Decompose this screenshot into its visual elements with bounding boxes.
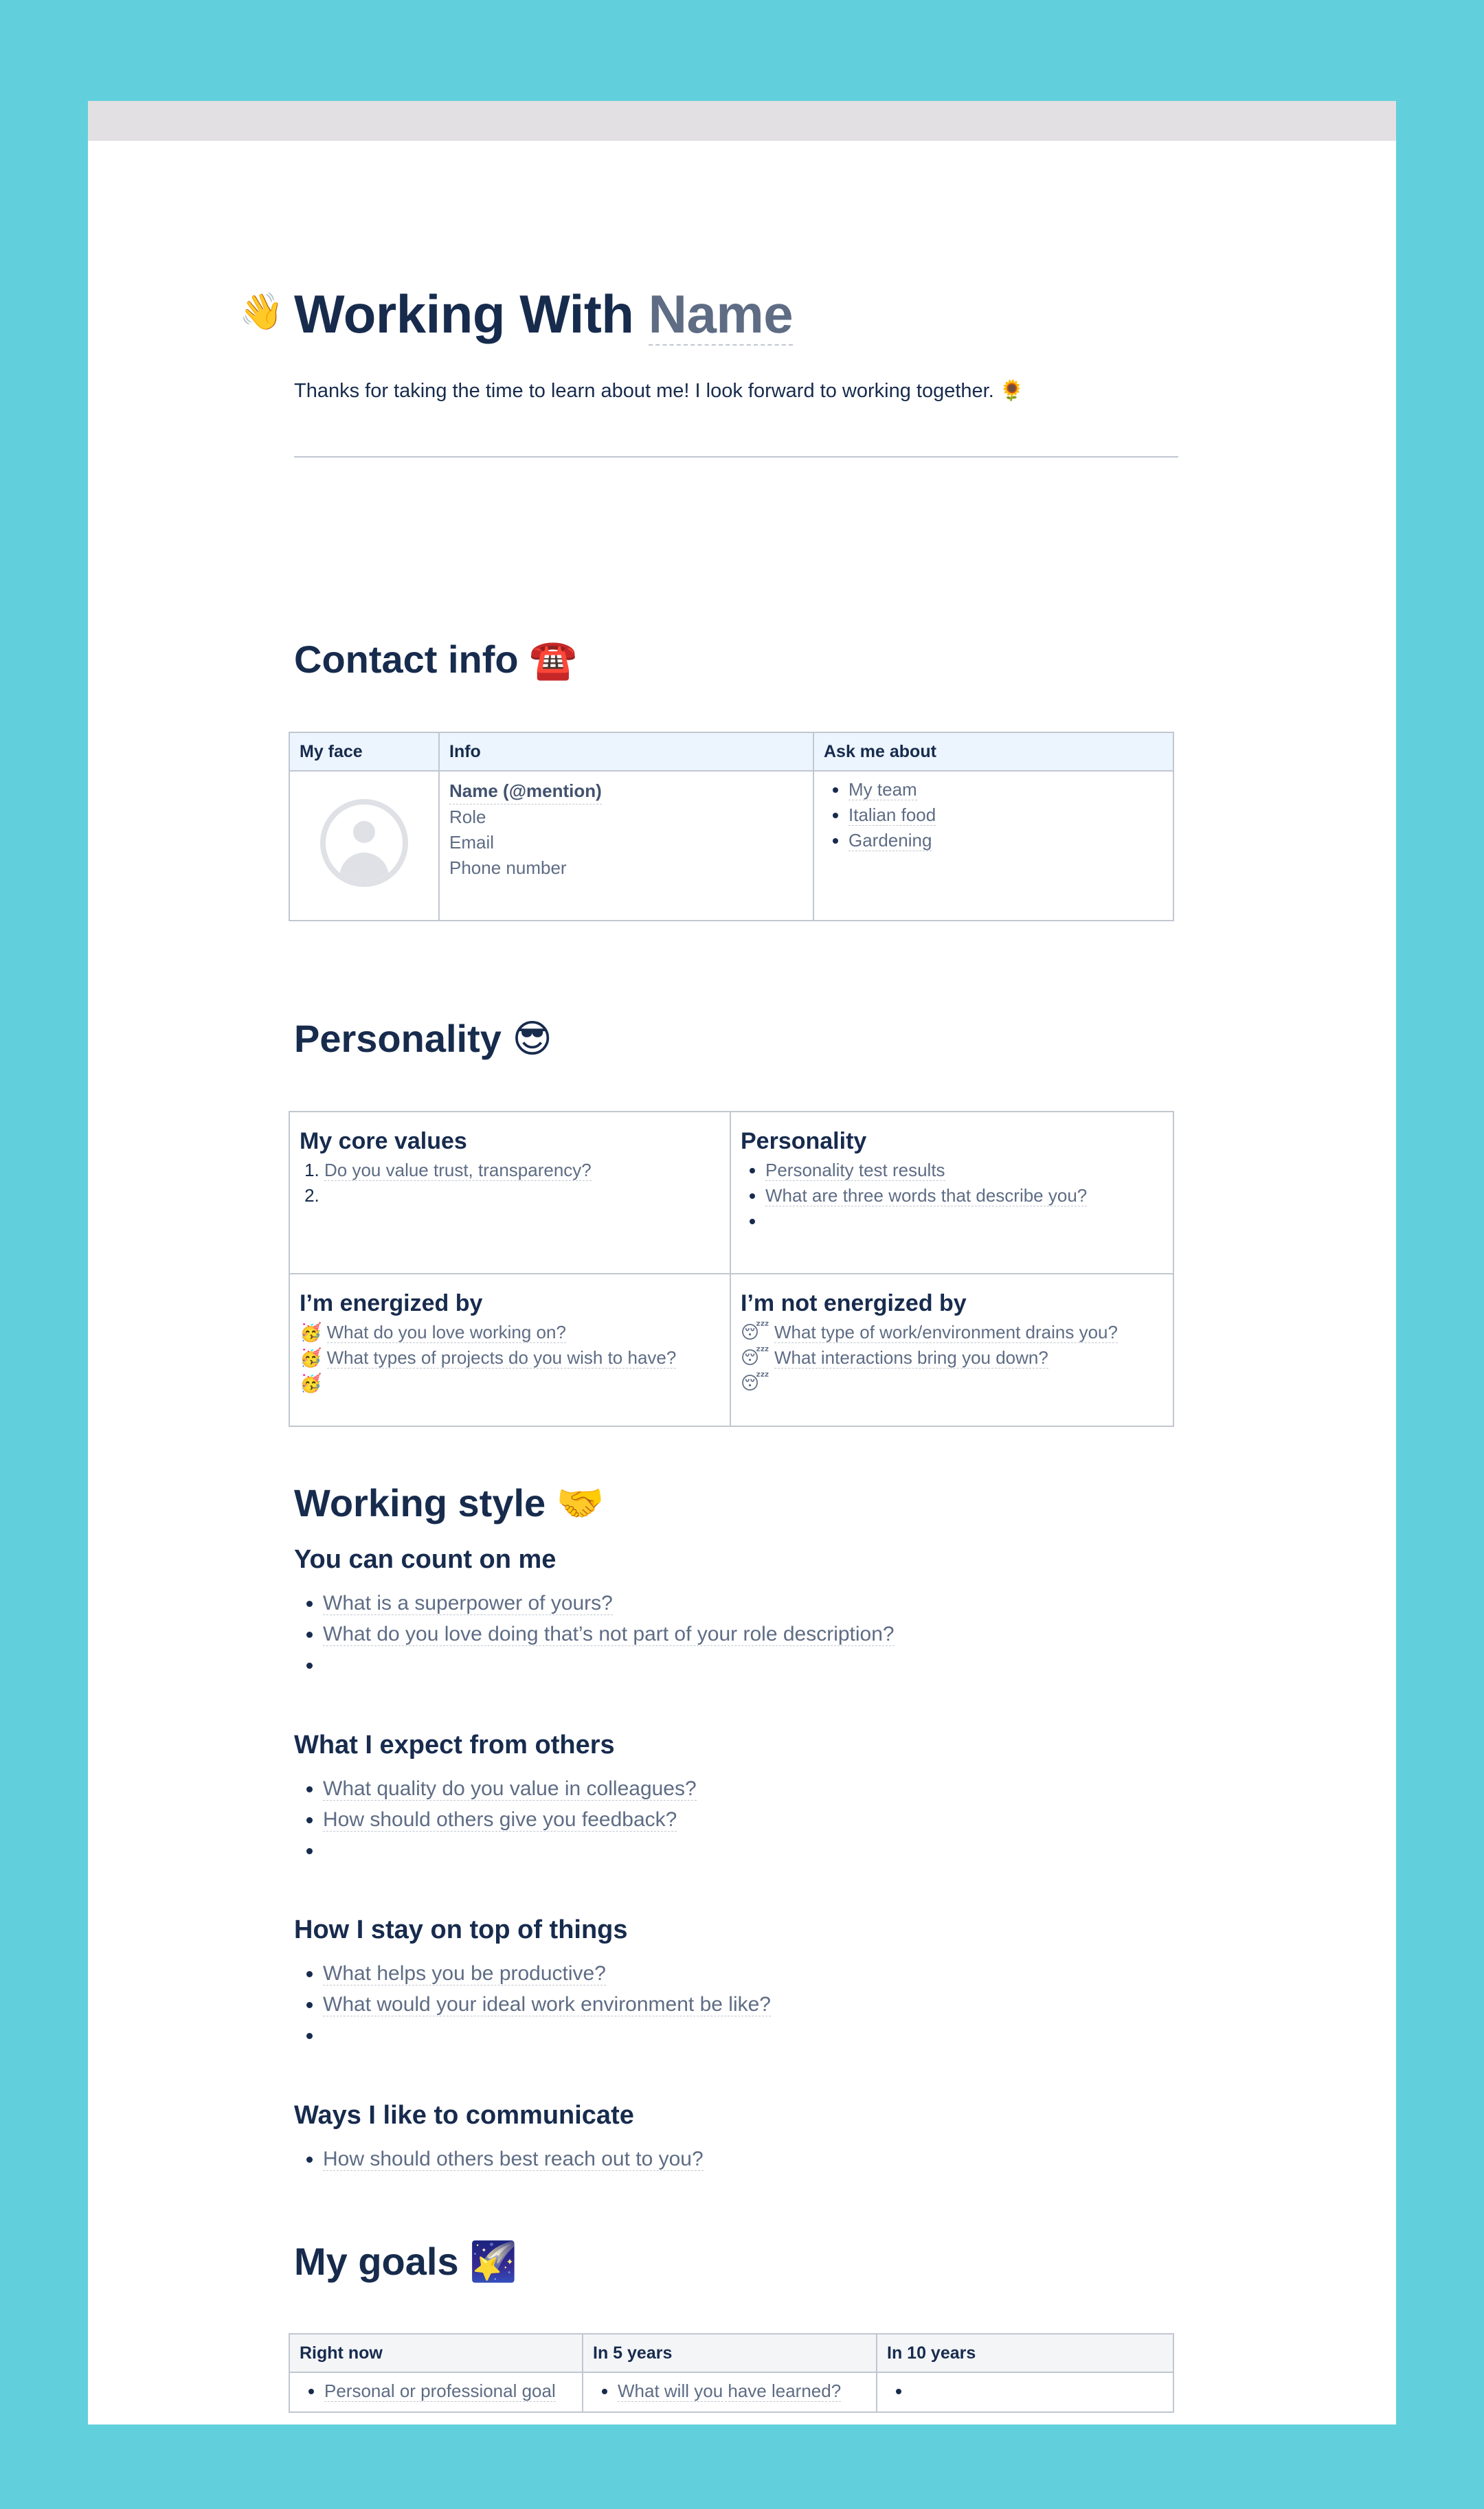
- party-face-icon: 🥳: [300, 1348, 322, 1369]
- core-values-cell[interactable]: [289, 1112, 730, 1274]
- list-item[interactable]: • What do you love doing that’s not part of your role description?: [323, 1619, 895, 1650]
- info-name[interactable]: Name (@mention): [449, 778, 602, 805]
- list-item[interactable]: • How should others best reach out to you?: [323, 2144, 704, 2174]
- stay-on-top-list: [294, 1958, 771, 2051]
- table-row: [289, 1112, 1173, 1274]
- ask-me-about-cell[interactable]: [813, 771, 1173, 921]
- list-item[interactable]: • Gardening: [848, 828, 1163, 853]
- list-item[interactable]: 🥳 What types of projects do you wish to have?: [300, 1347, 677, 1369]
- col-info: Info: [439, 732, 813, 771]
- personality-heading: Personality 😎: [294, 1017, 552, 1060]
- goal-10-years-cell[interactable]: [877, 2372, 1173, 2412]
- personality-cell[interactable]: [730, 1112, 1173, 1274]
- goal-right-now-cell[interactable]: [289, 2372, 583, 2412]
- table-row: [289, 771, 1173, 921]
- page-frame: [88, 101, 1396, 2424]
- goal-5-years-cell[interactable]: [583, 2372, 877, 2412]
- list-item[interactable]: 1. Do you value trust, transparency?: [324, 1158, 720, 1183]
- contact-heading: Contact info ☎️: [294, 638, 577, 681]
- count-on-me-list: [294, 1588, 895, 1680]
- info-email[interactable]: Email: [449, 832, 495, 853]
- title-name-placeholder[interactable]: Name: [648, 283, 794, 344]
- party-face-icon: 🥳: [300, 1373, 322, 1394]
- top-bar: [88, 101, 1396, 141]
- contact-table: [289, 732, 1174, 921]
- list-item[interactable]: • How should others give you feedback?: [323, 1804, 697, 1835]
- list-item[interactable]: • What quality do you value in colleagues?: [323, 1773, 697, 1804]
- list-item[interactable]: [323, 2020, 771, 2051]
- personality-table: [289, 1111, 1174, 1427]
- list-item[interactable]: 🥳 What do you love working on?: [300, 1322, 566, 1343]
- sleepy-face-icon: 😴: [741, 1373, 769, 1394]
- table-row: [289, 2372, 1173, 2412]
- personality-title: Personality: [741, 1128, 867, 1154]
- list-item[interactable]: • Italian food: [848, 802, 1163, 828]
- list-item[interactable]: • What are three words that describe you?: [765, 1183, 1163, 1208]
- party-face-icon: 🥳: [300, 1323, 322, 1343]
- list-item[interactable]: [300, 1371, 720, 1396]
- list-item[interactable]: [323, 1835, 697, 1866]
- expect-from-others-title: What I expect from others: [294, 1731, 615, 1759]
- my-face-cell: [289, 771, 439, 921]
- list-item[interactable]: 😴 What type of work/environment drains you?: [741, 1322, 1118, 1343]
- table-row: [289, 1274, 1173, 1426]
- list-item[interactable]: [324, 1183, 720, 1208]
- energized-cell[interactable]: [289, 1274, 730, 1426]
- goals-heading: My goals 🌠: [294, 2240, 517, 2283]
- col-in-10-years: In 10 years: [877, 2334, 1173, 2372]
- col-my-face: My face: [289, 732, 439, 771]
- list-item[interactable]: • Personal or professional goal: [324, 2378, 572, 2404]
- communicate-list: [294, 2144, 704, 2174]
- list-item[interactable]: • What would your ideal work environment be like?: [323, 1989, 771, 2020]
- list-item[interactable]: • Personality test results: [765, 1158, 1163, 1183]
- not-energized-title: I’m not energized by: [741, 1290, 967, 1316]
- sleepy-face-icon: 😴: [741, 1348, 769, 1369]
- not-energized-cell[interactable]: [730, 1274, 1173, 1426]
- working-style-heading: Working style 🤝: [294, 1481, 605, 1524]
- communicate-title: Ways I like to communicate: [294, 2101, 634, 2130]
- list-item[interactable]: • My team: [848, 777, 1163, 802]
- list-item[interactable]: • What helps you be productive?: [323, 1958, 771, 1989]
- col-ask-me-about: Ask me about: [813, 732, 1173, 771]
- wave-emoji-icon: 👋: [239, 291, 284, 333]
- table-header-row: [289, 2334, 1173, 2372]
- count-on-me-title: You can count on me: [294, 1545, 556, 1574]
- list-item[interactable]: [741, 1371, 1163, 1396]
- expect-from-others-list: [294, 1773, 697, 1866]
- info-phone[interactable]: Phone number: [449, 857, 567, 878]
- stay-on-top-title: How I stay on top of things: [294, 1915, 628, 1944]
- title-prefix: Working With: [294, 283, 634, 344]
- divider: [294, 456, 1178, 458]
- page-title: [294, 280, 793, 348]
- list-item[interactable]: [765, 1208, 1163, 1234]
- avatar[interactable]: [320, 799, 408, 887]
- info-cell[interactable]: [439, 771, 813, 921]
- col-in-5-years: In 5 years: [583, 2334, 877, 2372]
- list-item[interactable]: • What will you have learned?: [618, 2378, 866, 2404]
- list-item[interactable]: 😴 What interactions bring you down?: [741, 1347, 1048, 1369]
- col-right-now: Right now: [289, 2334, 583, 2372]
- goals-table: [289, 2333, 1174, 2413]
- list-item[interactable]: [912, 2378, 1163, 2404]
- intro-text: Thanks for taking the time to learn about me! I look forward to working together. 🌻: [294, 380, 1024, 402]
- energized-title: I’m energized by: [300, 1290, 483, 1316]
- table-header-row: [289, 732, 1173, 771]
- info-role[interactable]: Role: [449, 807, 486, 827]
- core-values-title: My core values: [300, 1128, 467, 1154]
- list-item[interactable]: • What is a superpower of yours?: [323, 1588, 895, 1619]
- list-item[interactable]: [323, 1650, 895, 1680]
- sleepy-face-icon: 😴: [741, 1323, 769, 1343]
